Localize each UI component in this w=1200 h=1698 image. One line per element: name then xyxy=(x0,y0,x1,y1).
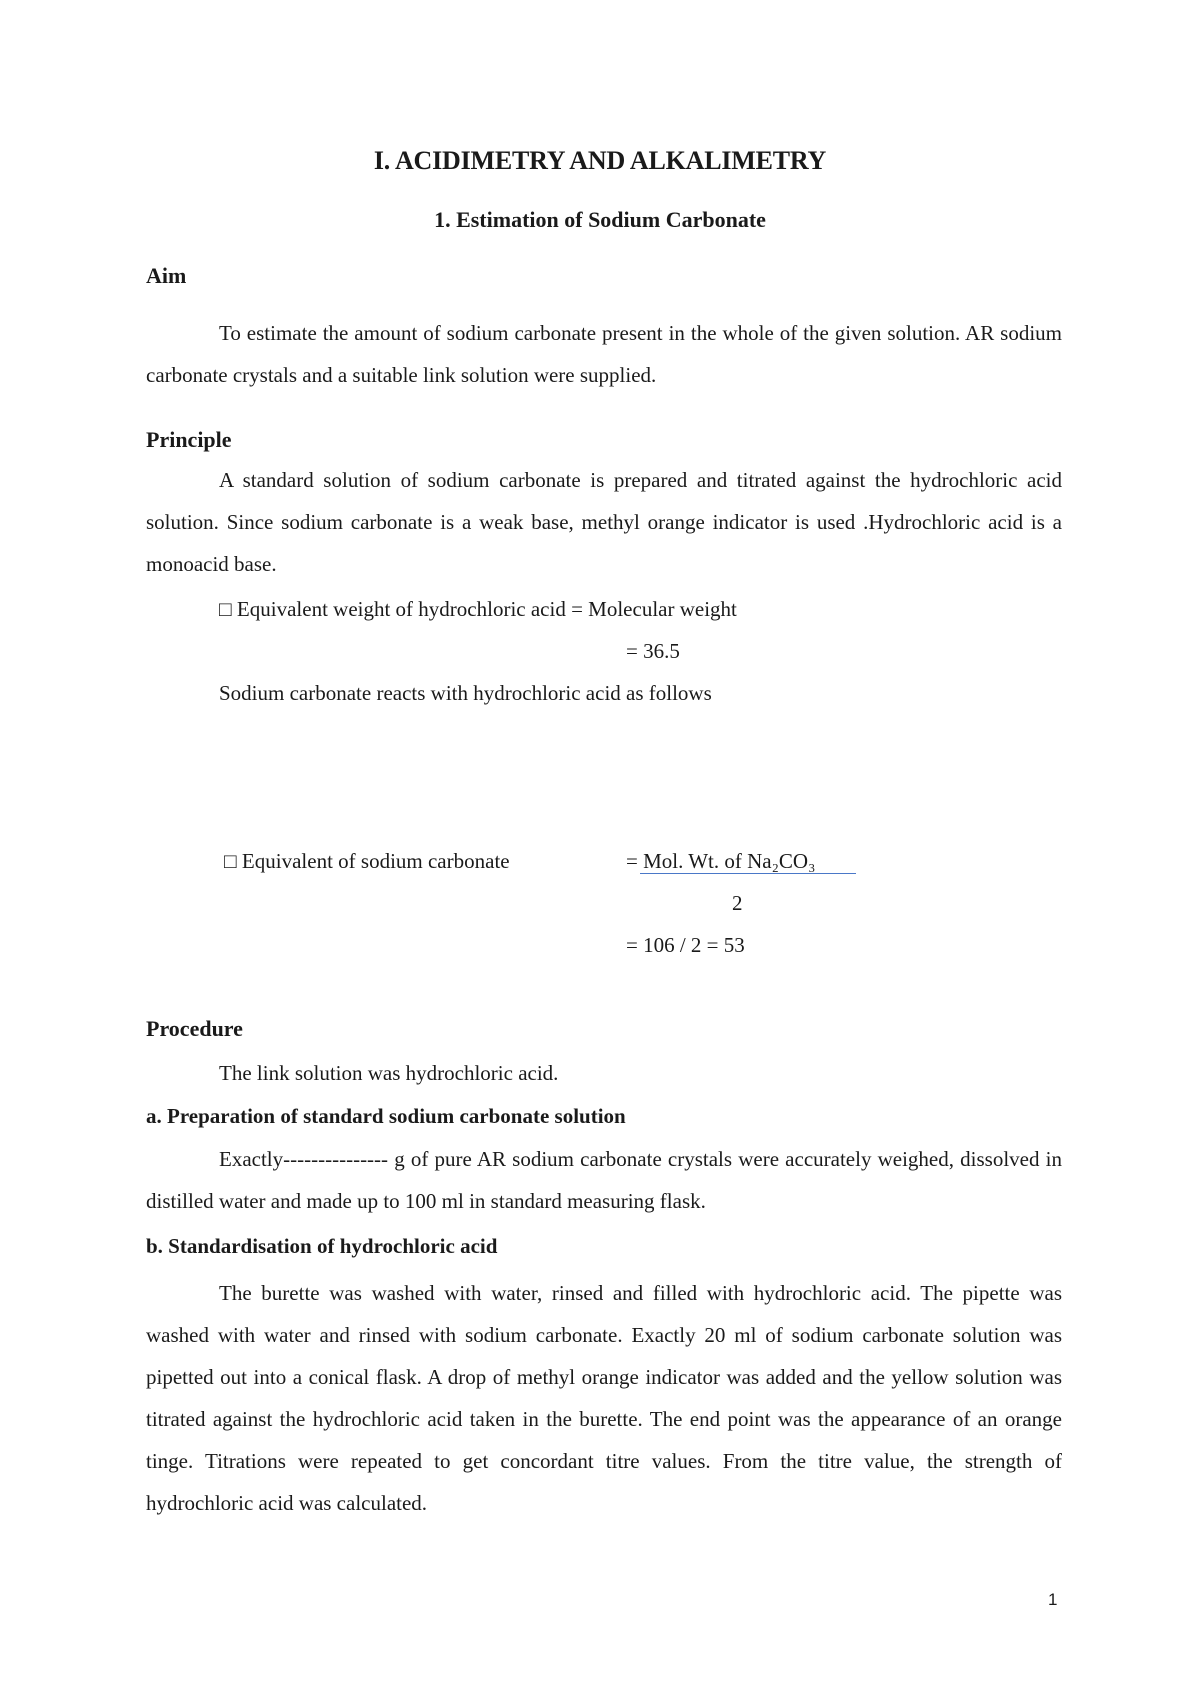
procedure-intro: The link solution was hydrochloric acid. xyxy=(219,1061,559,1085)
equivalent-na2co3-label: □ Equivalent of sodium carbonate xyxy=(224,849,510,873)
equivalent-weight-hcl-line: □ Equivalent weight of hydrochloric acid = Molecular weight xyxy=(219,597,737,621)
section-b-paragraph: The burette was washed with water, rinsed and filled with hydrochloric acid. The pipette was washed with water and rinsed with sodium carbonate. Exactly 20 ml of sodium carbonate solution was pipetted out into a conical flask. A drop of methyl orange indicator was added and the yellow solution was titrated against the hydrochloric acid taken in the burette. The end point was the appearance of an orange tinge. Titrations were repeated to get concordant titre values. From the titre value, the strength of hydrochloric acid was calculated. xyxy=(146,1281,1062,1515)
equivalent-na2co3-denominator: 2 xyxy=(732,891,743,915)
aim-heading: Aim xyxy=(146,263,187,288)
reaction-intro: Sodium carbonate reacts with hydrochloric acid as follows xyxy=(219,681,712,705)
equivalent-na2co3-numerator: = Mol. Wt. of Na₂CO₃ xyxy=(626,849,816,873)
principle-paragraph: A standard solution of sodium carbonate is prepared and titrated against the hydrochloric acid solution. Since sodium carbonate is a weak base, methyl orange indicator is used .Hydrochloric acid is a monoacid base. xyxy=(146,468,1062,576)
principle-heading: Principle xyxy=(146,427,232,452)
equivalent-weight-hcl-value: = 36.5 xyxy=(626,639,680,663)
section-a-heading: a. Preparation of standard sodium carbonate solution xyxy=(146,1104,626,1128)
procedure-heading: Procedure xyxy=(146,1016,243,1041)
fraction-bar xyxy=(640,873,856,874)
equivalent-na2co3-result: = 106 / 2 = 53 xyxy=(626,933,745,957)
chapter-title: I. ACIDIMETRY AND ALKALIMETRY xyxy=(373,146,827,175)
section-b-heading: b. Standardisation of hydrochloric acid xyxy=(146,1234,498,1258)
section-a-paragraph: Exactly--------------- g of pure AR sodium carbonate crystals were accurately weighed, dissolved in distilled water and made up to 100 ml in standard measuring flask. xyxy=(146,1147,1062,1213)
aim-paragraph: To estimate the amount of sodium carbonate present in the whole of the given solution. AR sodium carbonate crystals and a suitable link solution were supplied. xyxy=(146,321,1062,387)
experiment-title: 1. Estimation of Sodium Carbonate xyxy=(434,207,766,232)
page-number: 1 xyxy=(1048,1590,1058,1609)
